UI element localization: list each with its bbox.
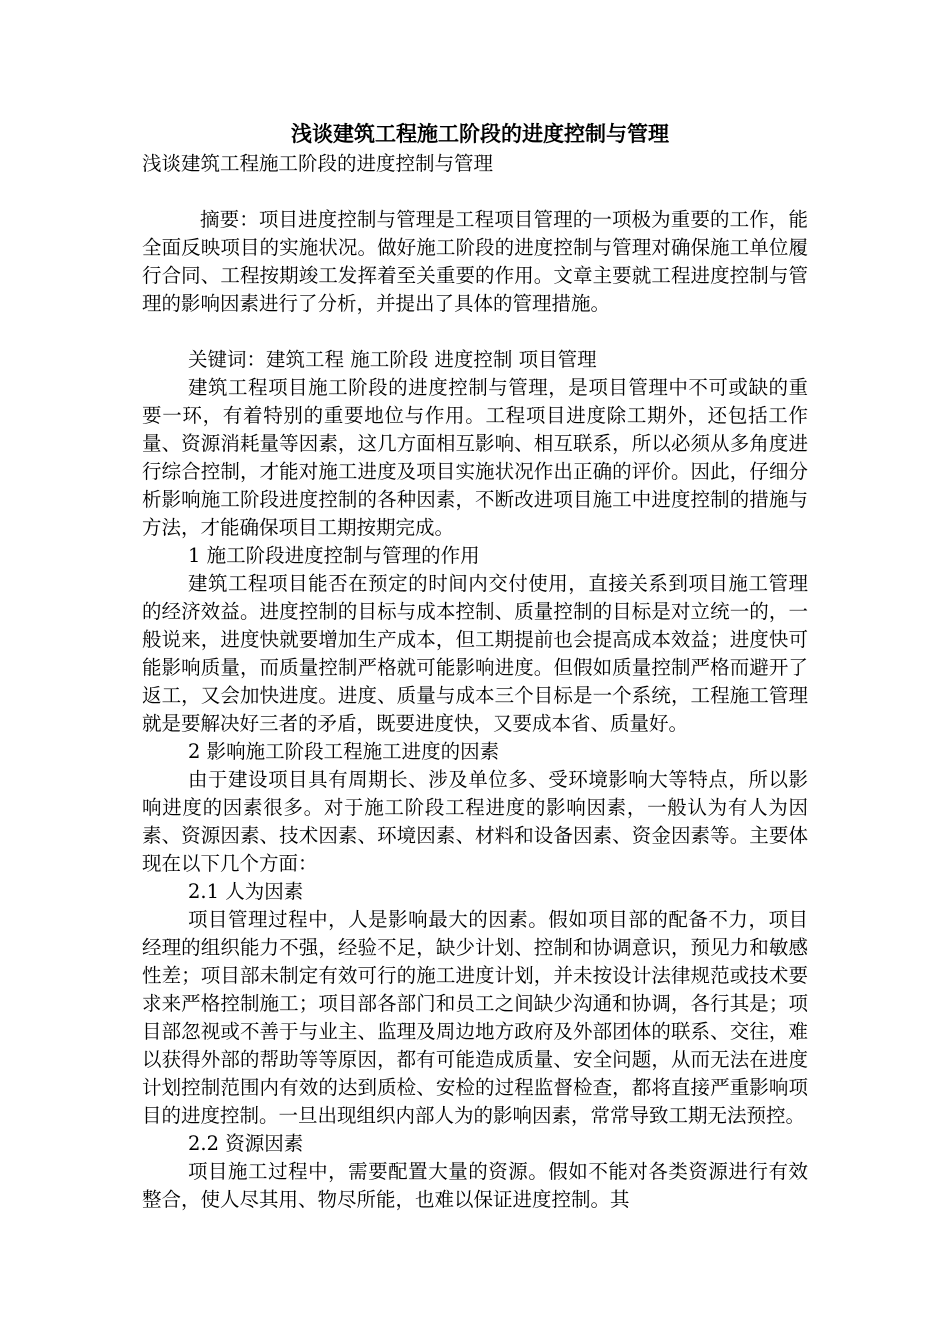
section-2-2-heading: 2.2 资源因素	[188, 1132, 304, 1155]
section-2-heading: 2 影响施工阶段工程施工进度的因素	[188, 740, 500, 763]
section-1-heading: 1 施工阶段进度控制与管理的作用	[188, 544, 480, 567]
abstract-paragraph: 摘要：项目进度控制与管理是工程项目管理的一项极为重要的工作，能全面反映项目的实施状况。做好施工阶段的进度控制与管理对确保施工单位履行合同、工程按期竣工发挥着至关重要的作用。文章主要就工程进度控制与管理的影响因素进行了分析，并提出了具体的管理措施。	[142, 208, 808, 315]
section-2-1-paragraph: 项目管理过程中，人是影响最大的因素。假如项目部的配备不力，项目经理的组织能力不强，经验不足，缺少计划、控制和协调意识，预见力和敏感性差；项目部未制定有效可行的施工进度计划，并未按设计法律规范或技术要求来严格控制施工；项目部各部门和员工之间缺少沟通和协调，各行其是；项目部忽视或不善于与业主、监理及周边地方政府及外部团体的联系、交往，难以获得外部的帮助等等原因，都有可能造成质量、安全问题，从而无法在进度计划控制范围内有效的达到质检、安检的过程监督检查，都将直接严重影响项目的进度控制。一旦出现组织内部人为的影响因素，常常导致工期无法预控。	[142, 908, 808, 1127]
section-2-paragraph: 由于建设项目具有周期长、涉及单位多、受环境影响大等特点，所以影响进度的因素很多。对于施工阶段工程进度的影响因素，一般认为有人为因素、资源因素、技术因素、环境因素、材料和设备因素、资金因素等。主要体现在以下几个方面：	[142, 768, 808, 875]
blank-line	[142, 318, 808, 346]
section-2-2-paragraph: 项目施工过程中，需要配置大量的资源。假如不能对各类资源进行有效整合，使人尽其用、物尽所能，也难以保证进度控制。其	[142, 1160, 808, 1211]
intro-paragraph: 建筑工程项目施工阶段的进度控制与管理，是项目管理中不可或缺的重要一环，有着特别的重要地位与作用。工程项目进度除工期外，还包括工作量、资源消耗量等因素，这几方面相互影响、相互联系，所以必须从多角度进行综合控制，才能对施工进度及项目实施状况作出正确的评价。因此，仔细分析影响施工阶段进度控制的各种因素，不断改进项目施工中进度控制的措施与方法，才能确保项目工期按期完成。	[142, 376, 808, 539]
document-page	[142, 118, 808, 1214]
blank-line	[142, 178, 808, 206]
keywords-line: 关键词：建筑工程 施工阶段 进度控制 项目管理	[188, 348, 597, 371]
document-subtitle: 浅谈建筑工程施工阶段的进度控制与管理	[142, 152, 494, 175]
section-2-1-heading: 2.1 人为因素	[188, 880, 304, 903]
document-title: 浅谈建筑工程施工阶段的进度控制与管理	[291, 121, 669, 146]
section-1-paragraph: 建筑工程项目能否在预定的时间内交付使用，直接关系到项目施工管理的经济效益。进度控制的目标与成本控制、质量控制的目标是对立统一的，一般说来，进度快就要增加生产成本，但工期提前也会提高成本效益；进度快可能影响质量，而质量控制严格就可能影响进度。但假如质量控制严格而避开了返工，又会加快进度。进度、质量与成本三个目标是一个系统，工程施工管理就是要解决好三者的矛盾，既要进度快，又要成本省、质量好。	[142, 572, 808, 735]
